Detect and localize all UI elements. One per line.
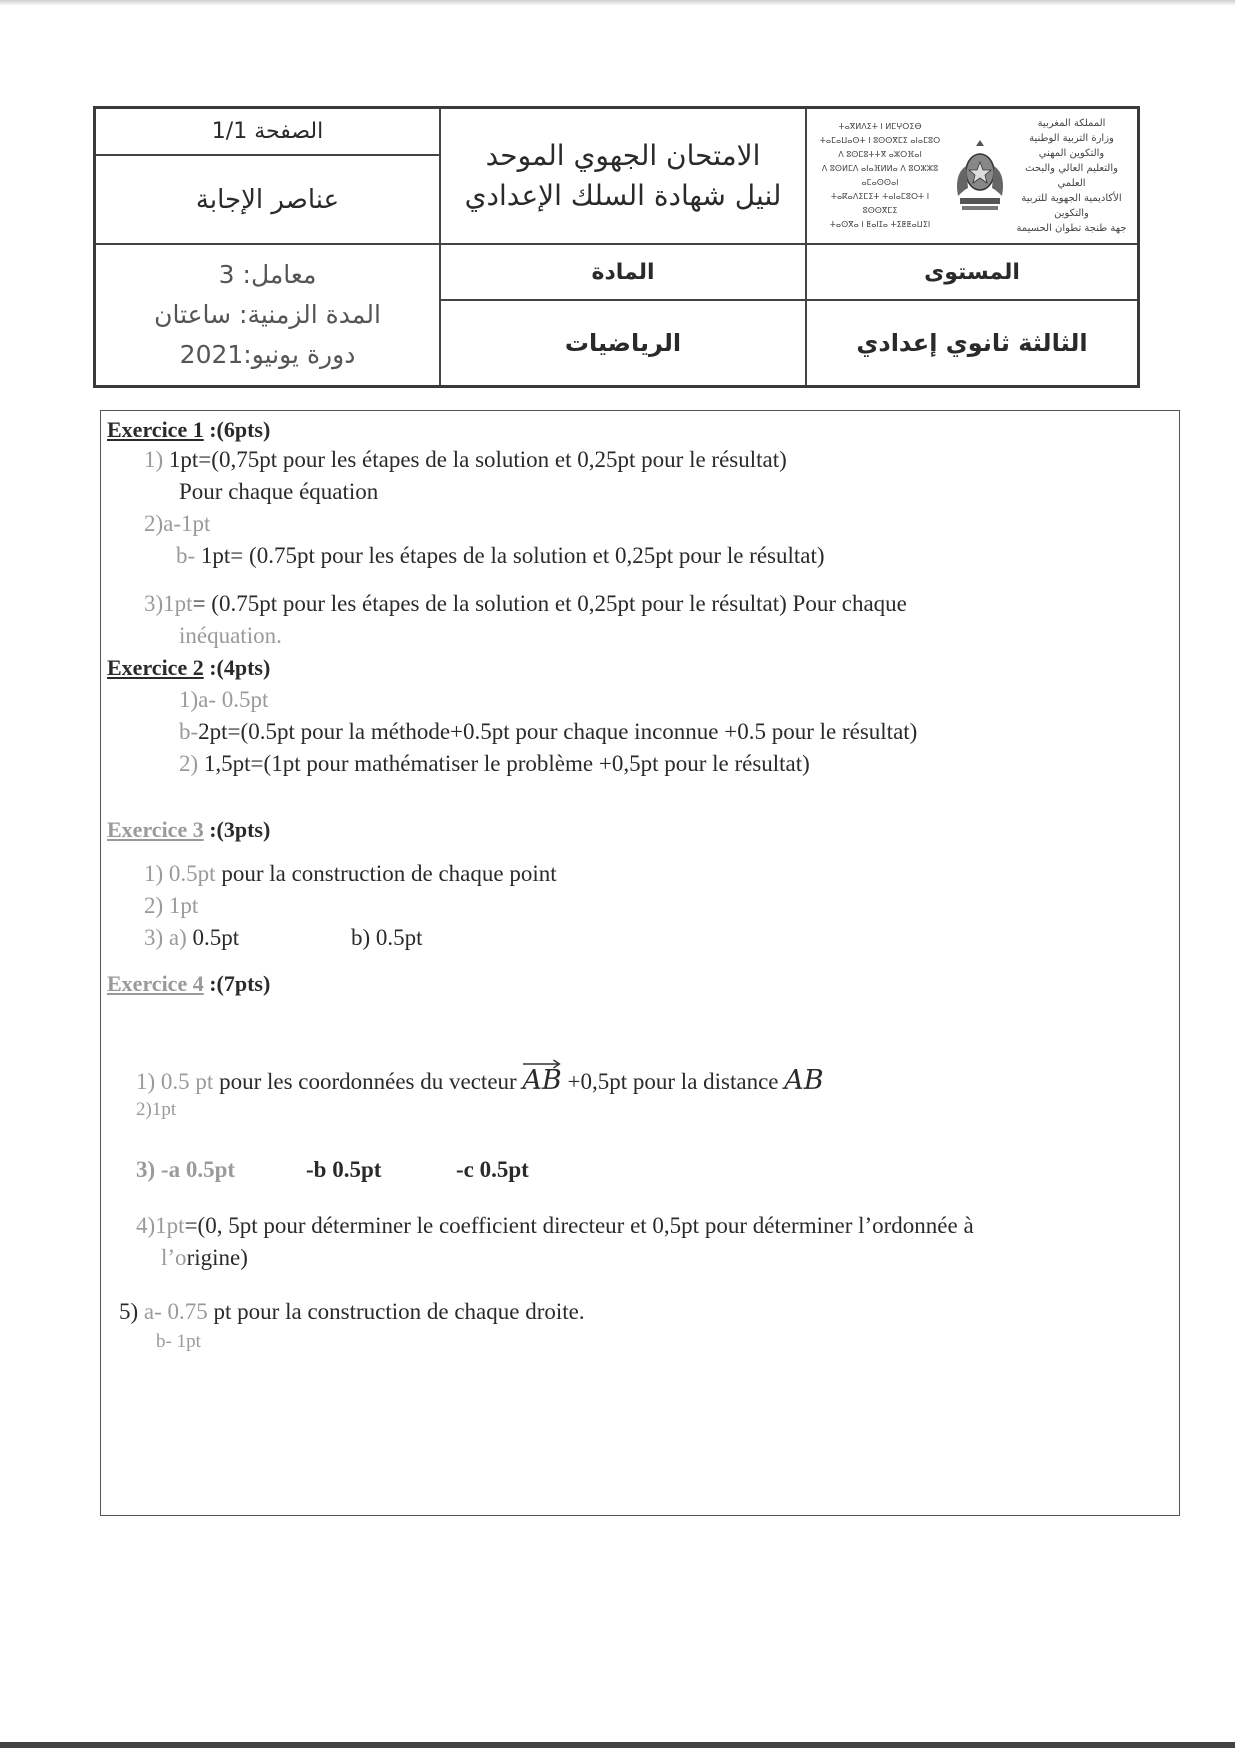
ex4-q3b: -b 0.5pt [306, 1157, 382, 1182]
exercise-1-heading: Exercice 1 :(6pts) [107, 417, 271, 442]
page-label-cell [96, 109, 439, 156]
exam-info-cell [96, 243, 439, 385]
vector-ab: AB [522, 1065, 561, 1096]
ex4-q4-continued: l’origine) [161, 1245, 248, 1270]
exercise-3-heading: Exercice 3 :(3pts) [107, 817, 271, 842]
ex4-q3c: -c 0.5pt [456, 1157, 529, 1182]
ex3-q1: 1) 0.5pt pour la construction de chaque point [144, 861, 557, 886]
vector-arrow-icon [522, 1059, 561, 1069]
ex1-q3: 3)1pt= (0.75pt pour les étapes de la solution et 0,25pt pour le résultat) Pour chaque [144, 591, 907, 616]
page-label: الصفحة 1/1 [211, 119, 324, 144]
ex3-q2: 2) 1pt [144, 893, 199, 918]
answer-elements-cell [96, 156, 439, 243]
ex2-q1b: b-2pt=(0.5pt pour la méthode+0.5pt pour chaque inconnue +0.5 pour le résultat) [179, 719, 918, 744]
coefficient: معامل: 3 [218, 260, 317, 289]
ex1-q2a: 2)a-1pt [144, 511, 211, 536]
ex4-q1: 1) 0.5 pt pour les coordonnées du vecteur AB +0,5pt pour la distance AB [136, 1065, 824, 1096]
exercise-2-heading: Exercice 2 :(4pts) [107, 655, 271, 680]
ex3-q3b: b) 0.5pt [351, 925, 423, 950]
scan-bottom-edge [0, 1742, 1235, 1748]
ex4-q5: 5) a- 0.75 pt pour la construction de chaque droite. [119, 1299, 585, 1324]
ex4-q5b: b- 1pt [156, 1331, 201, 1352]
ex1-q1-continued: Pour chaque équation [179, 479, 379, 504]
subject-header-cell: المادة [439, 243, 805, 301]
tifinagh-text: ⵜⴰⴳⵍⴷⵉⵜ ⵏ ⵍⵎⵖⵔⵉⴱ ⵜⴰⵎⴰⵡⴰⵙⵜ ⵏ ⵓⵙⵙⴳⵎⵉ ⴰⵏⴰⵎⵓⵔ ⴷ ⵓⵙⵎⵓⵜⵜⴳ ⴰⵣⵔⴼⴰⵏ ⴷ ⵓⵙⵍⵎⴷ ⴰⵏⴰⴼⵍⵍⴰ ⴷ ⵓⵔⵣⵣⵓ ⴰⵎⴰⵙⵙⴰⵏ ⵜⴰⴽⴰⴷⵉⵎⵉⵜ ⵜⴰⵏⴰⵎⵓⵔⵜ ⵏ ⵓⵙⵙⴳⵎⵉ ⵜⴰⵙⴳⴰ ⵏ ⵟⴰⵏⵊⴰ ⵜⵉⵟⵟⴰⵡⵉⵏ [819, 122, 941, 229]
ex1-q1: 1) 1pt=(0,75pt pour les étapes de la solution et 0,25pt pour le résultat) [144, 447, 787, 472]
ex4-q4: 4)1pt=(0, 5pt pour déterminer le coefficient directeur et 0,5pt pour déterminer l’ordonnée à [136, 1213, 974, 1238]
exam-title: الامتحان الجهوي الموحد لنيل شهادة السلك الإعدادي [439, 109, 805, 243]
ex1-q3-continued: inéquation. [179, 623, 282, 648]
kingdom-emblem-icon [950, 136, 1010, 216]
level-value-cell: الثالثة ثانوي إعدادي [805, 301, 1137, 385]
session: دورة يونيو:2021 [179, 340, 356, 369]
ministry-text: المملكة المغربية وزارة التربية الوطنية والتكوين المهني والتعليم العالي والبحث العلمي الأكاديمية الجهوية للتربية والتكوين جهة طنجة تطوان الحسيمة [1016, 118, 1127, 234]
scan-top-edge [0, 0, 1235, 6]
level-header-cell: المستوى [805, 243, 1137, 301]
duration: المدة الزمنية: ساعتان [154, 300, 381, 329]
ex3-q3: 3) a) 0.5pt [144, 925, 240, 950]
answer-key-box [100, 410, 1180, 1516]
ex2-q2: 2) 1,5pt=(1pt pour mathématiser le problème +0,5pt pour le résultat) [179, 751, 810, 776]
institution-logo-block [805, 109, 1137, 243]
exam-header-table [93, 106, 1140, 388]
ex2-q1a: 1)a- 0.5pt [179, 687, 269, 712]
answer-elements-title: عناصر الإجابة [195, 184, 340, 215]
ex4-q2: 2)1pt [136, 1099, 177, 1120]
subject-value-cell: الرياضيات [439, 301, 805, 385]
exercise-4-heading: Exercice 4 :(7pts) [107, 971, 271, 996]
ex1-q2b: b- 1pt= (0.75pt pour les étapes de la solution et 0,25pt pour le résultat) [176, 543, 825, 568]
ex4-q3: 3) -a 0.5pt [136, 1157, 236, 1182]
